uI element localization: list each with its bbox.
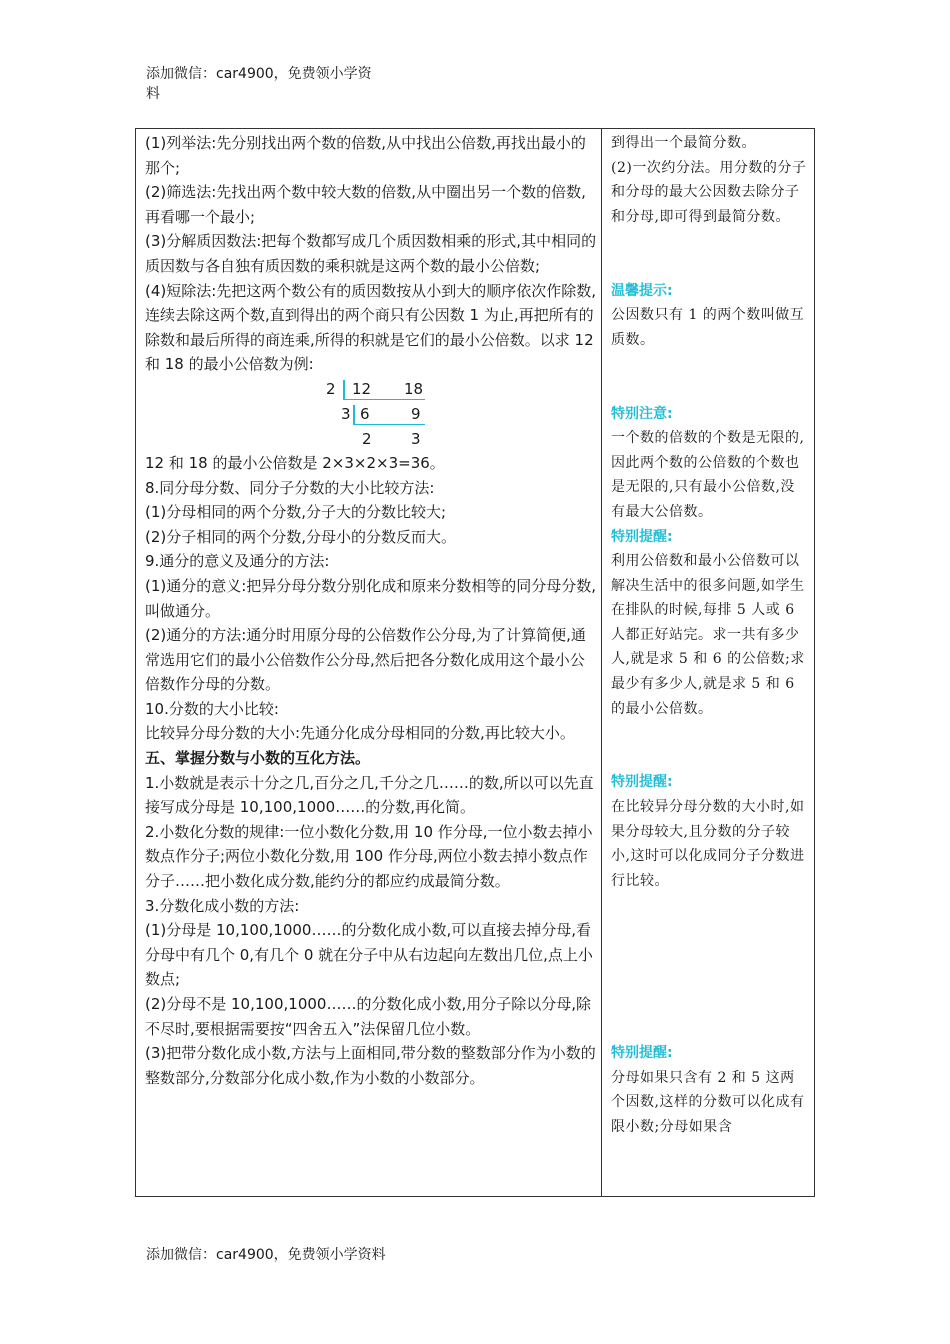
note-continuation: 到得出一个最简分数。 xyxy=(611,135,756,151)
decimal-to-fraction-rule: 2.小数化分数的规律:一位小数化分数,用 10 作分母,一位小数去掉小数点作分子;两位小数化分数,用 100 作分母,两位小数去掉小数点作分子……把小数化成分数,能约分的都应约成最简分数。 xyxy=(145,822,593,891)
header-line-1: 添加微信：car4900，免费领小学资 xyxy=(146,66,372,82)
tip-title-2: 特别注意: xyxy=(611,405,673,422)
tip-finite-decimal: 分母如果只含有 2 和 5 这两个因数,这样的分数可以化成有限小数;分母如果含 xyxy=(611,1069,805,1135)
common-denominator-method: (2)通分的方法:通分时用原分母的公倍数作公分母,为了计算简便,通常选用它们的最小公倍数作公分母,然后把各分数化成用这个最小公倍数作分母的分数。 xyxy=(145,626,586,694)
common-denominator-meaning: (1)通分的意义:把异分母分数分别化成和原来分数相等的同分母分数,叫做通分。 xyxy=(145,576,597,620)
section-9-heading: 9.通分的意义及通分的方法: xyxy=(145,552,330,571)
tip-title-3: 特别提醒: xyxy=(611,528,673,545)
dividend-a2: 6 xyxy=(360,404,370,423)
tip-multiples-infinite: 一个数的倍数的个数是无限的,因此两个数的公倍数的个数也是无限的,只有最小公倍数,没有最大公倍数。 xyxy=(611,430,805,520)
note-one-step-reduction: (2)一次约分法。用分数的分子和分母的最大公因数去除分子和分母,即可得到最简分数。 xyxy=(611,159,807,225)
header-line-2: 料 xyxy=(146,86,160,102)
side-notes-column xyxy=(611,131,809,1139)
division-bar-2 xyxy=(353,405,355,425)
decimal-meaning: 1.小数就是表示十分之几,百分之几,千分之几……的数,所以可以先直接写成分母是 10,100,1000……的分数,再化简。 xyxy=(145,773,594,817)
fraction-to-decimal-rule-3: (3)把带分数化成小数,方法与上面相同,带分数的整数部分作为小数的整数部分,分数部分化成小数,作为小数的小数部分。 xyxy=(145,1044,596,1087)
section-5-heading: 五、掌握分数与小数的互化方法。 xyxy=(145,749,371,768)
division-line-2 xyxy=(353,424,425,425)
page-footer: 添加微信：car4900，免费领小学资料 xyxy=(146,1247,386,1263)
dividend-b2: 9 xyxy=(411,404,421,423)
compare-same-numerator: (2)分子相同的两个分数,分母小的分数反而大。 xyxy=(145,527,457,546)
section-10-heading: 10.分数的大小比较: xyxy=(145,699,279,718)
lcm-example-result: 12 和 18 的最小公倍数是 2×3×2×3=36。 xyxy=(145,453,445,472)
dividend-b1: 18 xyxy=(404,379,424,398)
short-division-diagram xyxy=(145,377,597,451)
division-line-1 xyxy=(343,399,425,400)
lcm-method-short-division: (4)短除法:先把这两个数公有的质因数按从小到大的顺序依次作除数,连续去除这两个数,直到得出的两个商只有公因数 1 为止,再把所有的除数和最后所得的商连乘,所得的积就是它们的最小公倍数。以求 12 和 18 的最小公倍数为例: xyxy=(145,281,597,374)
tip-title-1: 温馨提示: xyxy=(611,282,673,299)
fraction-to-decimal-rule-1: (1)分母是 10,100,1000……的分数化成小数,可以直接去掉分母,看分母中有几个 0,有几个 0 就在分子中从右边起向左数出几位,点上小数点; xyxy=(145,921,593,989)
divisor-1: 2 xyxy=(326,379,336,398)
compare-unlike-fractions: 比较异分母分数的大小:先通分化成分母相同的分数,再比较大小。 xyxy=(145,724,575,743)
section-8-heading: 8.同分母分数、同分子分数的大小比较方法: xyxy=(145,478,435,497)
lcm-method-sieve: (2)筛选法:先找出两个数中较大数的倍数,从中圈出另一个数的倍数,再看哪一个最小; xyxy=(145,183,586,226)
tip-compare-fractions: 在比较异分母分数的大小时,如果分母较大,且分数的分子较小,这时可以化成同分子分数进行比较。 xyxy=(611,799,805,889)
compare-same-denominator: (1)分母相同的两个分数,分子大的分数比较大; xyxy=(145,503,447,522)
fraction-to-decimal-rule-2: (2)分母不是 10,100,1000……的分数化成小数,用分子除以分母,除不尽时,要根据需要按“四舍五入”法保留几位小数。 xyxy=(145,995,591,1038)
dividend-a1: 12 xyxy=(352,379,372,398)
main-content-column xyxy=(145,131,597,1090)
tip-title-5: 特别提醒: xyxy=(611,1044,673,1061)
quotient-1: 2 xyxy=(362,429,372,448)
division-bar-1 xyxy=(343,380,345,400)
tip-coprime: 公因数只有 1 的两个数叫做互质数。 xyxy=(611,307,805,348)
tip-title-4: 特别提醒: xyxy=(611,774,673,791)
page-header xyxy=(146,64,396,104)
tip-queue-example: 利用公倍数和最小公倍数可以解决生活中的很多问题,如学生在排队的时候,每排 5 人或 6 人都正好站完。求一共有多少人,就是求 5 和 6 的公倍数;求最少有多少人,就是求 5 和 6 的最小公倍数。 xyxy=(611,553,805,717)
quotient-2: 3 xyxy=(411,429,421,448)
fraction-to-decimal-heading: 3.分数化成小数的方法: xyxy=(145,896,300,915)
column-divider xyxy=(601,129,602,1196)
notes-table xyxy=(135,128,815,1197)
lcm-method-listing: (1)列举法:先分别找出两个数的倍数,从中找出公倍数,再找出最小的那个; xyxy=(145,134,586,177)
divisor-2: 3 xyxy=(341,404,351,423)
lcm-method-factorization: (3)分解质因数法:把每个数都写成几个质因数相乘的形式,其中相同的质因数与各自独有质因数的乘积就是这两个数的最小公倍数; xyxy=(145,232,597,275)
